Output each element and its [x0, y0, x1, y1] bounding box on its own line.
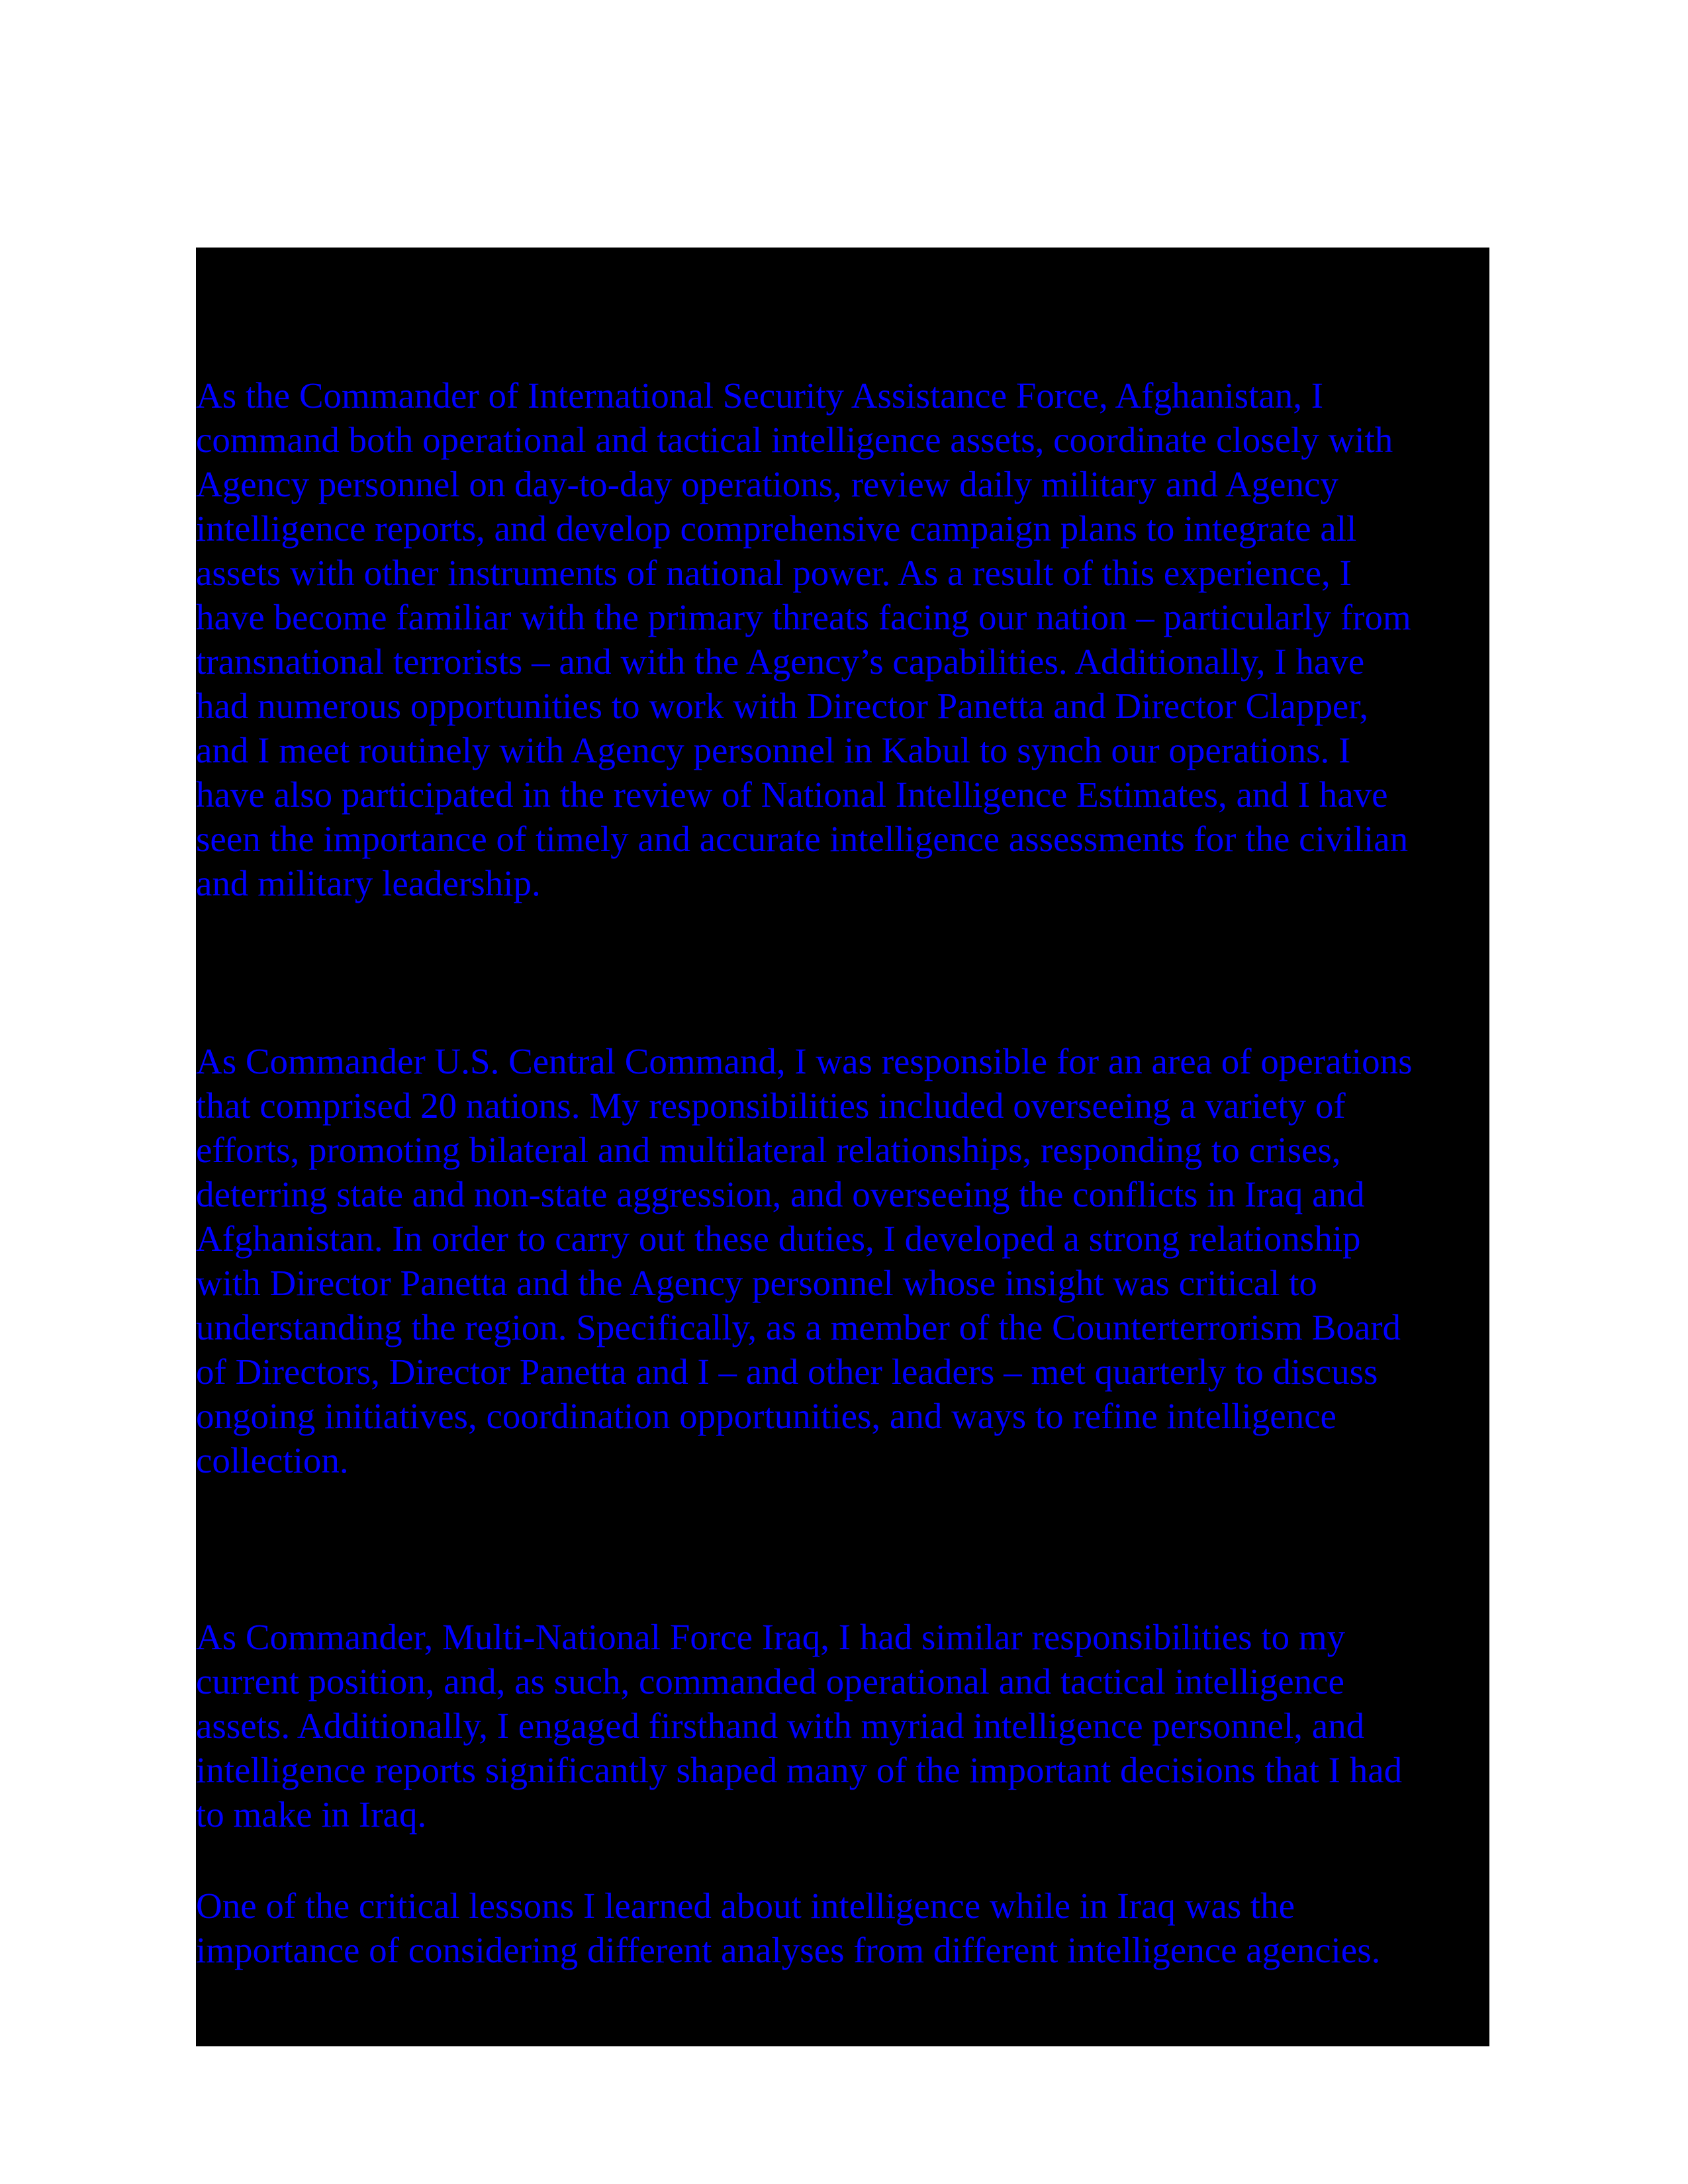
text-line: One of the critical lessons I learned about intelligence while in Iraq was the	[196, 1886, 1295, 1926]
paragraph-centcom-command	[196, 1039, 1493, 1482]
text-line: importance of considering different analyses from different intelligence agencies.	[196, 1930, 1381, 1970]
text-line: collection.	[196, 1440, 349, 1480]
text-line: of Directors, Director Panetta and I – and other leaders – met quarterly to discuss	[196, 1351, 1378, 1392]
text-line: As the Commander of International Security Assistance Force, Afghanistan, I	[196, 375, 1324, 416]
text-line: seen the importance of timely and accurate intelligence assessments for the civilian	[196, 819, 1409, 859]
text-line: and I meet routinely with Agency personnel in Kabul to synch our operations. I	[196, 730, 1351, 770]
text-line: deterring state and non-state aggression, and overseeing the conflicts in Iraq and	[196, 1174, 1365, 1214]
text-line: Afghanistan. In order to carry out these duties, I developed a strong relationship	[196, 1218, 1361, 1259]
text-line: As Commander, Multi-National Force Iraq, I had similar responsibilities to my	[196, 1617, 1346, 1657]
text-line: to make in Iraq.	[196, 1794, 427, 1835]
text-line: current position, and, as such, commanded operational and tactical intelligence	[196, 1661, 1344, 1702]
text-line: As Commander U.S. Central Command, I was responsible for an area of operations	[196, 1041, 1413, 1081]
text-line: that comprised 20 nations. My responsibilities included overseeing a variety of	[196, 1085, 1346, 1126]
text-line: intelligence reports significantly shaped many of the important decisions that I had	[196, 1750, 1403, 1790]
text-line: ongoing initiatives, coordination opportunities, and ways to refine intelligence	[196, 1396, 1336, 1436]
text-line: with Director Panetta and the Agency personnel whose insight was critical to	[196, 1263, 1317, 1303]
text-line: understanding the region. Specifically, as a member of the Counterterrorism Board	[196, 1307, 1401, 1347]
text-line: efforts, promoting bilateral and multilateral relationships, responding to crises,	[196, 1130, 1341, 1170]
text-line: and military leadership.	[196, 863, 541, 903]
text-line: had numerous opportunities to work with Director Panetta and Director Clapper,	[196, 686, 1369, 726]
paragraph-mnf-iraq-command	[196, 1615, 1493, 1837]
paragraph-isaf-command	[196, 373, 1493, 905]
text-line: Agency personnel on day-to-day operations, review daily military and Agency	[196, 464, 1338, 504]
text-line: command both operational and tactical intelligence assets, coordinate closely with	[196, 420, 1393, 460]
text-line: transnational terrorists – and with the Agency’s capabilities. Additionally, I have	[196, 641, 1365, 682]
text-line: have also participated in the review of National Intelligence Estimates, and I have	[196, 774, 1388, 815]
text-line: intelligence reports, and develop comprehensive campaign plans to integrate all	[196, 508, 1357, 549]
text-line: assets with other instruments of national power. As a result of this experience, I	[196, 553, 1352, 593]
paragraph-lessons-learned	[196, 1884, 1493, 1972]
text-line: assets. Additionally, I engaged firsthand with myriad intelligence personnel, and	[196, 1706, 1365, 1746]
text-line: have become familiar with the primary threats facing our nation – particularly from	[196, 597, 1411, 637]
